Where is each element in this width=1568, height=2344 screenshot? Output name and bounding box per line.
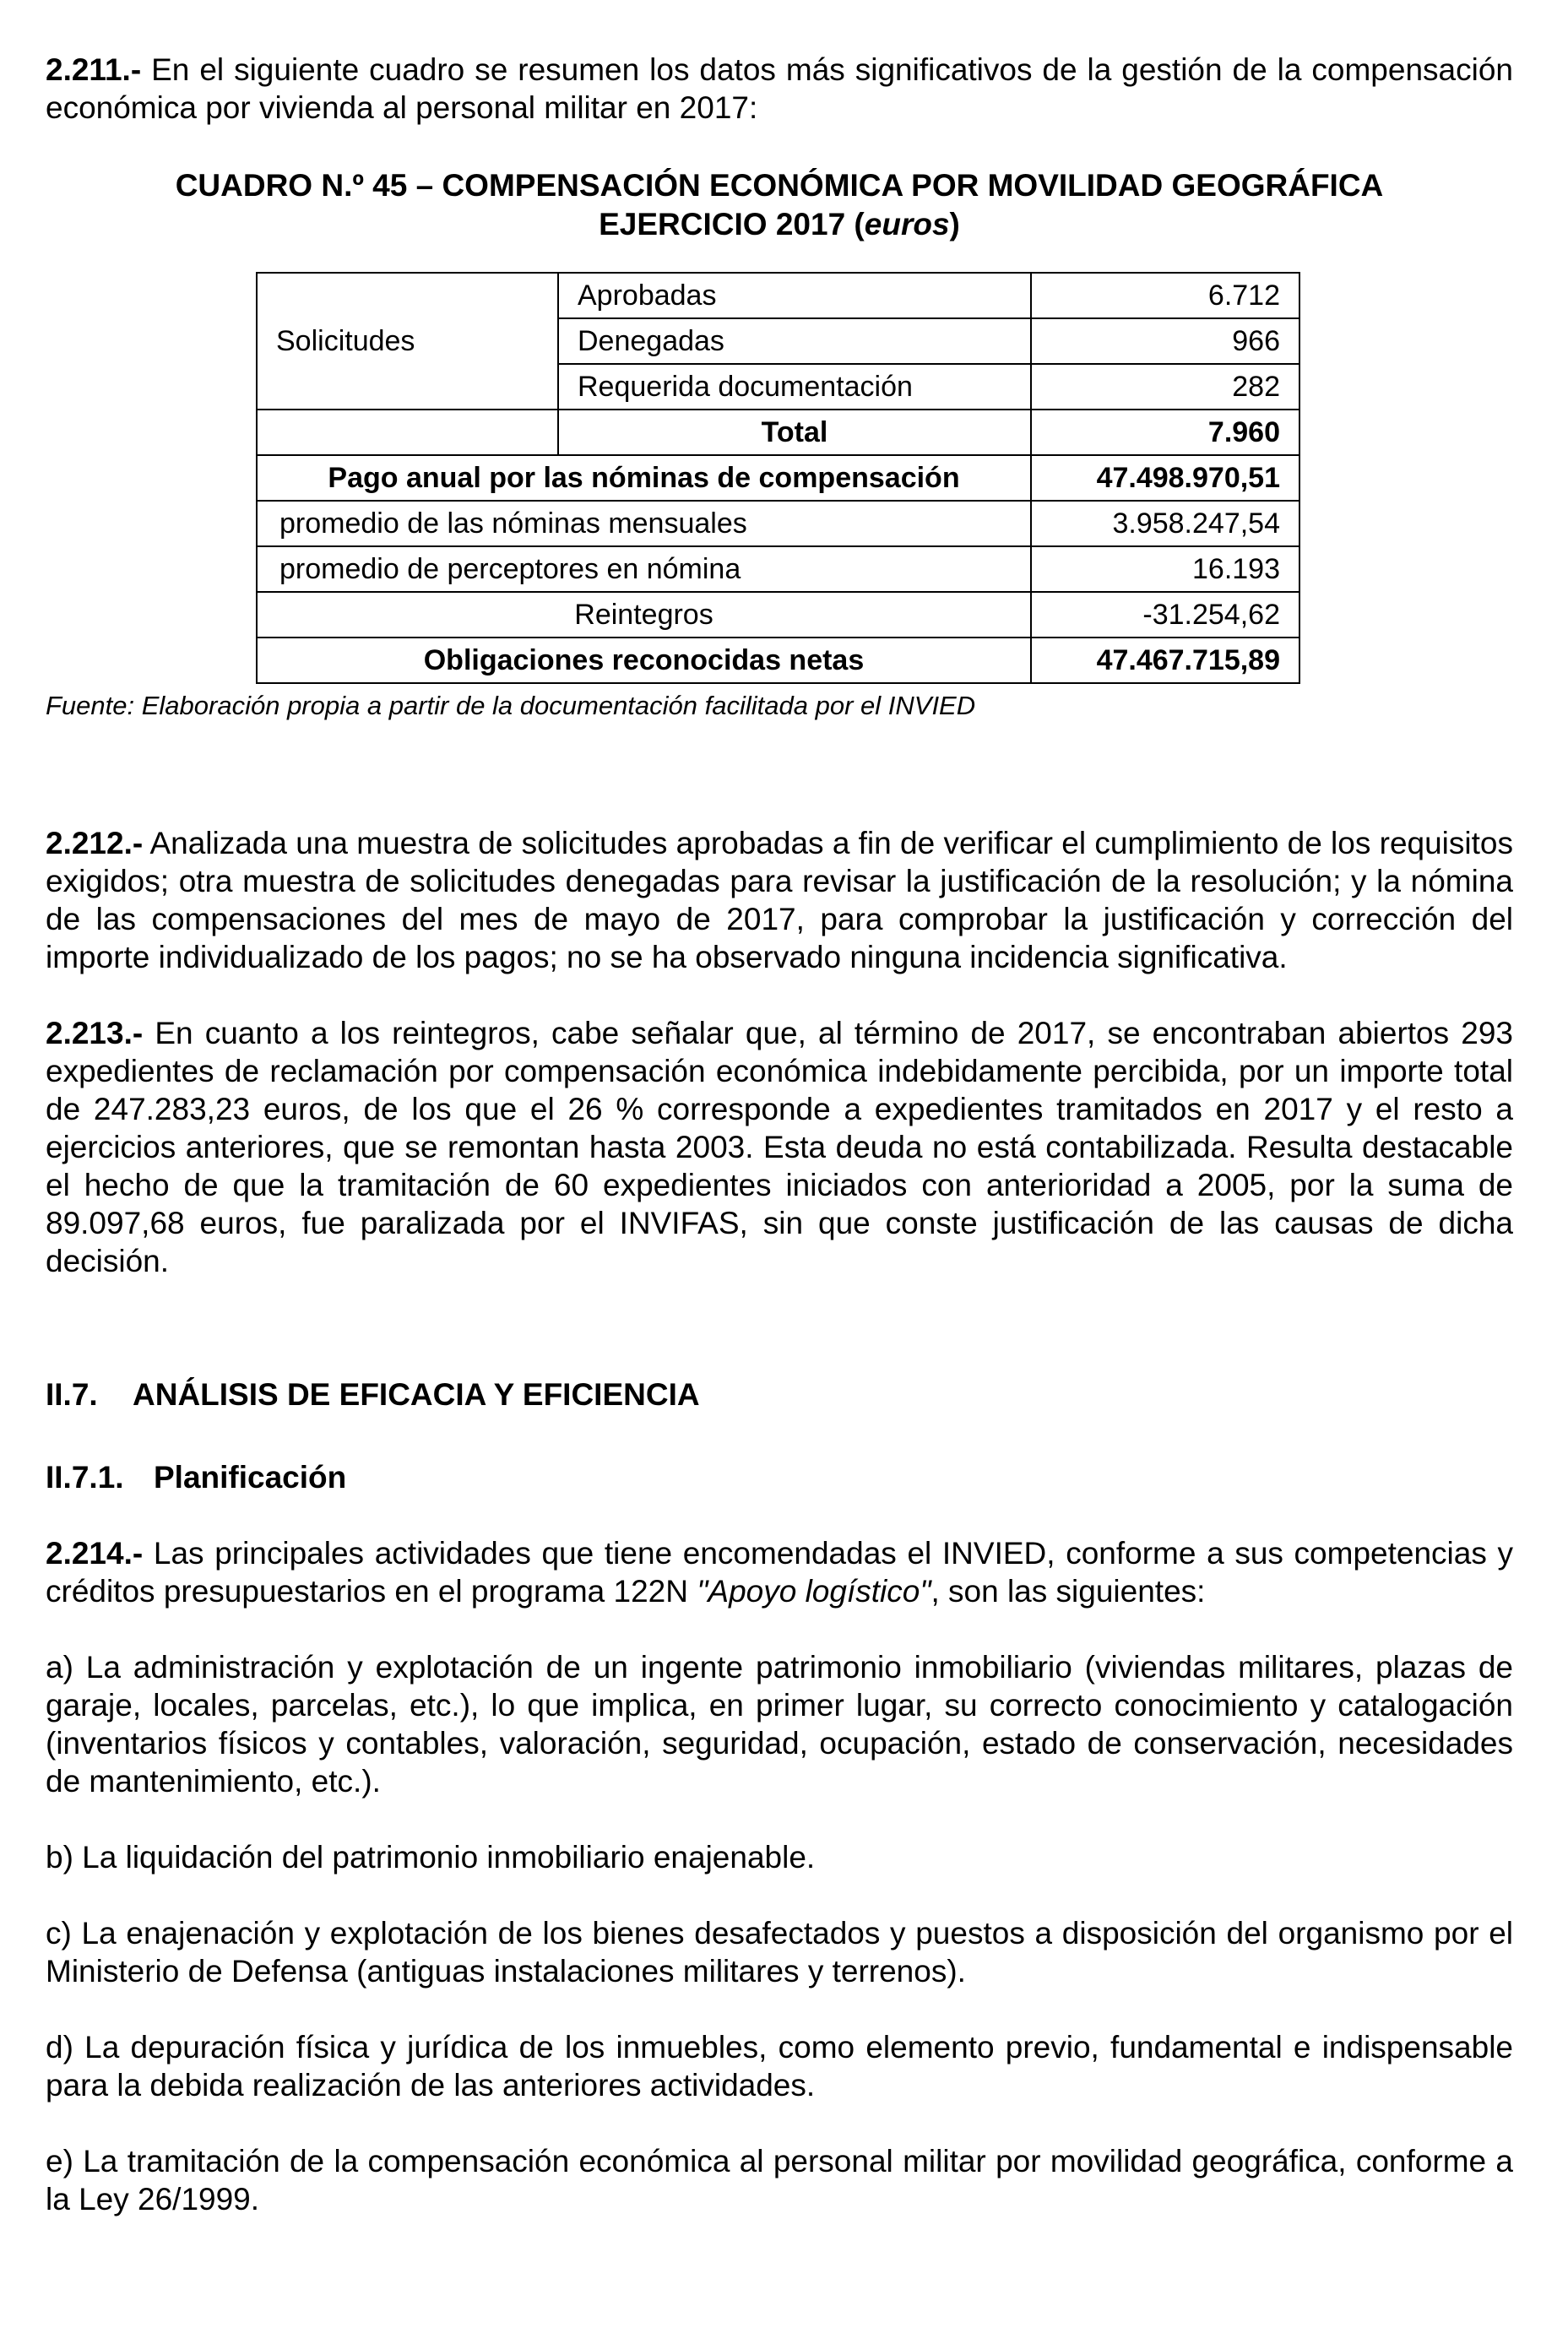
row-label-promedio-perceptores: promedio de perceptores en nómina: [257, 546, 1031, 592]
row-value-requerida: 282: [1031, 364, 1299, 410]
list-item-c: c) La enajenación y explotación de los bienes desafectados y puestos a disposición del organismo por el Ministerio de Defensa (antiguas instalaciones militares y terrenos).: [46, 1916, 1513, 1989]
table-row: [257, 273, 1299, 318]
table-row: [257, 410, 1299, 455]
paragraph-2-213: [46, 1014, 1513, 1280]
paragraph-text: En cuanto a los reintegros, cabe señalar que, al término de 2017, se encontraban abiertos 293 expedientes de reclamación por compensación económica indebidamente percibida, por un importe total de 247.283,23 euros, de los que el 26 % corresponde a expedientes tramitados en 2017 y el resto a ejercicios anteriores, que se remontan hasta 2003. Esta deuda no está contabilizada. Resulta destacable el hecho de que la tramitación de 60 expedientes iniciados con anterioridad a 2005, por la suma de 89.097,68 euros, fue paralizada por el INVIFAS, sin que conste justificación de las causas de dicha decisión.: [46, 1016, 1513, 1278]
table-row: [257, 638, 1299, 683]
section-number: II.7.1.: [46, 1460, 124, 1495]
table-title-line2-suffix: ): [949, 207, 960, 241]
list-item-d: d) La depuración física y jurídica de los inmuebles, como elemento previo, fundamental e indispensable para la debida realización de las anteriores actividades.: [46, 2030, 1513, 2103]
program-name: "Apoyo logístico": [697, 1574, 931, 1609]
table-row: [257, 592, 1299, 638]
list-item-b: b) La liquidación del patrimonio inmobiliario enajenable.: [46, 1840, 816, 1875]
section-heading-ii-7: [46, 1375, 1513, 1413]
table-title-line2-italic: euros: [864, 207, 950, 241]
row-label-total: Total: [558, 410, 1031, 455]
row-value-promedio-nominas: 3.958.247,54: [1031, 501, 1299, 546]
section-heading-ii-7-1: [46, 1458, 1513, 1496]
paragraph-text-before: Las principales actividades que tiene encomendadas el INVIED, conforme a sus competencias y créditos presupuestarios en el programa 122N: [46, 1536, 1514, 1609]
paragraph-2-214: [46, 1534, 1513, 1610]
paragraph-number: 2.213.-: [46, 1016, 144, 1050]
empty-cell: [257, 410, 558, 455]
table-title: [46, 166, 1513, 244]
table-row: [257, 455, 1299, 501]
row-value-obligaciones: 47.467.715,89: [1031, 638, 1299, 683]
paragraph-2-211: [46, 51, 1513, 127]
paragraph-number: 2.214.-: [46, 1536, 144, 1571]
row-value-reintegros: -31.254,62: [1031, 592, 1299, 638]
table-source-note: Fuente: Elaboración propia a partir de la documentación facilitada por el INVIED: [46, 691, 976, 720]
row-label-requerida: Requerida documentación: [558, 364, 1031, 410]
row-value-denegadas: 966: [1031, 318, 1299, 364]
paragraph-text-after: , son las siguientes:: [930, 1574, 1206, 1609]
compensation-table: [256, 272, 1300, 684]
section-title: ANÁLISIS DE EFICACIA Y EFICIENCIA: [133, 1377, 700, 1412]
section-number: II.7.: [46, 1377, 98, 1412]
row-value-promedio-perceptores: 16.193: [1031, 546, 1299, 592]
table-title-line1: CUADRO N.º 45 – COMPENSACIÓN ECONÓMICA POR MOVILIDAD GEOGRÁFICA: [175, 168, 1384, 203]
row-value-pago-anual: 47.498.970,51: [1031, 455, 1299, 501]
row-label-pago-anual: Pago anual por las nóminas de compensación: [257, 455, 1031, 501]
paragraph-number: 2.211.-: [46, 52, 142, 87]
row-label-denegadas: Denegadas: [558, 318, 1031, 364]
solicitudes-group-cell: Solicitudes: [257, 273, 558, 410]
section-title: Planificación: [154, 1460, 347, 1495]
row-value-aprobadas: 6.712: [1031, 273, 1299, 318]
row-value-total: 7.960: [1031, 410, 1299, 455]
table-row: [257, 501, 1299, 546]
paragraph-text: Analizada una muestra de solicitudes aprobadas a fin de verificar el cumplimiento de los requisitos exigidos; otra muestra de solicitudes denegadas para revisar la justificación de la resolución; y la nómina de las compensaciones del mes de mayo de 2017, para comprobar la justificación y corrección del importe individualizado de los pagos; no se ha observado ninguna incidencia significativa.: [46, 826, 1513, 974]
row-label-reintegros: Reintegros: [257, 592, 1031, 638]
list-item-a: a) La administración y explotación de un ingente patrimonio inmobiliario (viviendas militares, plazas de garaje, locales, parcelas, etc.), lo que implica, en primer lugar, su correcto conocimiento y catalogación (inventarios físicos y contables, valoración, seguridad, ocupación, estado de conservación, necesidades de mantenimiento, etc.).: [46, 1650, 1513, 1799]
row-label-obligaciones: Obligaciones reconocidas netas: [257, 638, 1031, 683]
row-label-promedio-nominas: promedio de las nóminas mensuales: [257, 501, 1031, 546]
paragraph-text: En el siguiente cuadro se resumen los datos más significativos de la gestión de la compensación económica por vivienda al personal militar en 2017:: [46, 52, 1513, 125]
table-row: [257, 546, 1299, 592]
paragraph-number: 2.212.-: [46, 826, 144, 860]
list-item-e: e) La tramitación de la compensación económica al personal militar por movilidad geográfica, conforme a la Ley 26/1999.: [46, 2144, 1513, 2216]
table-title-line2-prefix: EJERCICIO 2017 (: [599, 207, 865, 241]
row-label-aprobadas: Aprobadas: [558, 273, 1031, 318]
paragraph-2-212: [46, 824, 1513, 976]
